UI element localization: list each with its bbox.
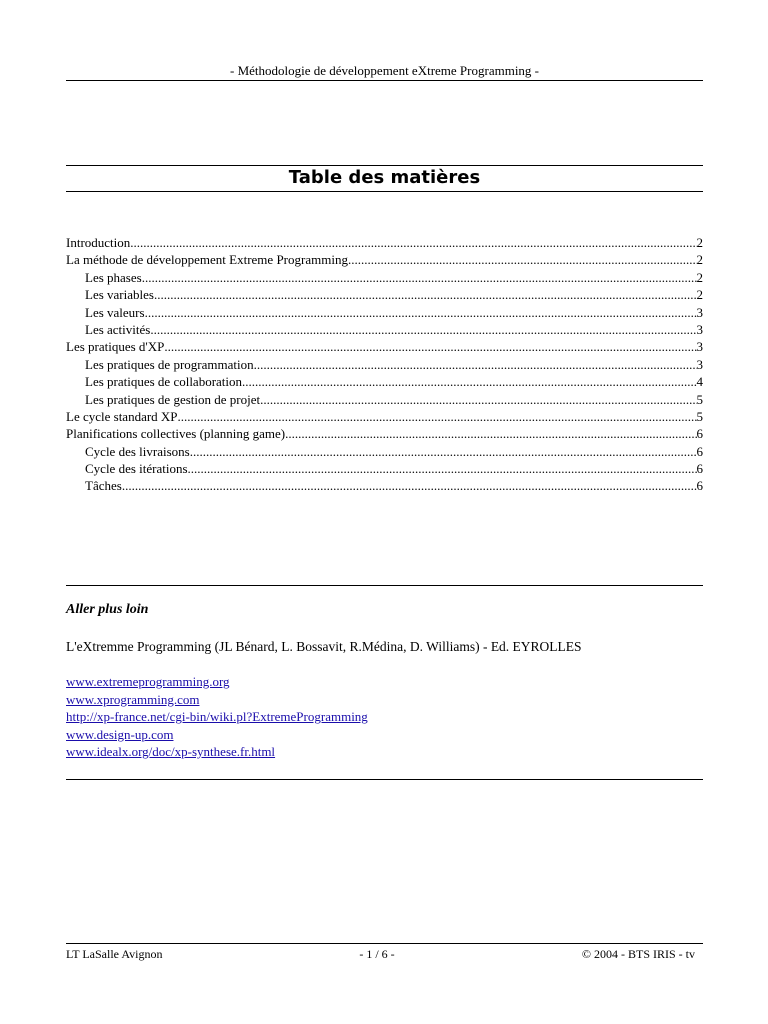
toc-entry[interactable] bbox=[66, 234, 703, 251]
toc-entry-page: 2 bbox=[696, 287, 703, 303]
toc-entry-label: Cycle des itérations bbox=[85, 461, 188, 477]
footer-rule bbox=[66, 943, 703, 944]
toc-entry[interactable] bbox=[66, 269, 703, 286]
footer-school: LT LaSalle Avignon bbox=[66, 947, 163, 961]
toc-dot-leader bbox=[154, 286, 697, 303]
toc-entry[interactable] bbox=[66, 251, 703, 268]
toc-dot-leader bbox=[178, 408, 697, 425]
link-list bbox=[66, 673, 368, 761]
toc-entry[interactable] bbox=[66, 338, 703, 355]
toc-entry-label: Introduction bbox=[66, 235, 131, 250]
toc-entry[interactable] bbox=[66, 477, 703, 494]
toc-entry-label: Les valeurs bbox=[85, 304, 145, 320]
toc-entry-label: La méthode de développement Extreme Programming bbox=[66, 252, 348, 268]
toc-entry[interactable] bbox=[66, 321, 703, 338]
toc-title-bottom-rule bbox=[66, 191, 703, 192]
toc-entry[interactable] bbox=[66, 460, 703, 477]
toc-entry[interactable] bbox=[66, 356, 703, 373]
toc-entry-page: 6 bbox=[696, 478, 703, 494]
toc-entry-label: Tâches bbox=[85, 478, 122, 494]
toc-entry-page: 2 bbox=[696, 235, 703, 250]
header-rule bbox=[66, 80, 703, 81]
toc-entry-page: 6 bbox=[696, 461, 703, 477]
link-idealx[interactable]: www.idealx.org/doc/xp-synthese.fr.html bbox=[66, 744, 276, 759]
toc-entry-page: 5 bbox=[696, 408, 703, 424]
further-top-rule bbox=[66, 585, 703, 586]
further-heading: Aller plus loin bbox=[66, 602, 149, 617]
toc-entry-page: 6 bbox=[696, 443, 703, 459]
toc-dot-leader bbox=[164, 338, 696, 355]
toc-dot-leader bbox=[190, 443, 697, 460]
toc-dot-leader bbox=[285, 425, 696, 442]
link-xp-france[interactable]: http://xp-france.net/cgi-bin/wiki.pl?ExtremeProgramming bbox=[66, 709, 368, 724]
toc-entry-label: Les pratiques de programmation bbox=[85, 356, 254, 372]
toc-entry[interactable] bbox=[66, 286, 703, 303]
toc-entry-page: 3 bbox=[696, 339, 703, 355]
toc-dot-leader bbox=[348, 251, 697, 268]
toc-entry-page: 2 bbox=[696, 269, 703, 285]
toc-entry-label: Les pratiques de gestion de projet bbox=[85, 391, 261, 407]
toc-entry-label: Le cycle standard XP bbox=[66, 408, 178, 424]
toc-entry-label: Planifications collectives (planning game) bbox=[66, 426, 286, 442]
toc-dot-leader bbox=[122, 477, 697, 494]
toc-dot-leader bbox=[260, 391, 696, 408]
toc-entry-label: Les phases bbox=[85, 269, 142, 285]
toc-dot-leader bbox=[188, 460, 697, 477]
toc-dot-leader bbox=[150, 321, 696, 338]
toc-entry[interactable] bbox=[66, 408, 703, 425]
toc-entry-label: Cycle des livraisons bbox=[85, 443, 190, 459]
toc-entry[interactable] bbox=[66, 304, 703, 321]
link-xprogramming[interactable]: www.xprogramming.com bbox=[66, 691, 200, 707]
toc-entry[interactable] bbox=[66, 373, 703, 390]
footer-copyright: © 2004 - BTS IRIS - tv bbox=[581, 947, 695, 961]
toc-entry-page: 3 bbox=[696, 321, 703, 337]
toc-dot-leader bbox=[145, 304, 697, 321]
toc-entry-label: Les activités bbox=[85, 321, 151, 337]
toc-entry[interactable] bbox=[66, 391, 703, 408]
toc-entry-label: Les pratiques de collaboration bbox=[85, 374, 243, 390]
toc-entry-page: 4 bbox=[696, 374, 703, 390]
toc-entry-page: 6 bbox=[696, 426, 703, 442]
link-design-up[interactable]: www.design-up.com bbox=[66, 726, 174, 742]
footer-page-number: - 1 / 6 - bbox=[359, 947, 395, 961]
toc-entry[interactable] bbox=[66, 425, 703, 442]
toc-entry-label: Les pratiques d'XP bbox=[66, 339, 165, 355]
further-bottom-rule bbox=[66, 779, 703, 780]
toc-title: Table des matières bbox=[288, 167, 481, 188]
toc-entry-page: 5 bbox=[696, 391, 703, 407]
link-extremeprogramming[interactable]: www.extremeprogramming.org bbox=[66, 674, 230, 689]
toc-dot-leader bbox=[254, 356, 697, 373]
toc-entry-label: Les variables bbox=[85, 287, 154, 303]
toc-dot-leader bbox=[130, 234, 696, 251]
table-of-contents bbox=[66, 234, 703, 495]
toc-dot-leader bbox=[242, 373, 696, 390]
toc-entry-page: 3 bbox=[696, 356, 703, 372]
toc-entry-page: 3 bbox=[696, 304, 703, 320]
toc-entry[interactable] bbox=[66, 443, 703, 460]
book-reference: L'eXtremme Programming (JL Bénard, L. Bossavit, R.Médina, D. Williams) - Ed. EYROLLES bbox=[66, 639, 582, 654]
toc-entry-page: 2 bbox=[696, 252, 703, 268]
running-header: - Méthodologie de développement eXtreme Programming - bbox=[229, 63, 540, 78]
toc-dot-leader bbox=[142, 269, 697, 286]
